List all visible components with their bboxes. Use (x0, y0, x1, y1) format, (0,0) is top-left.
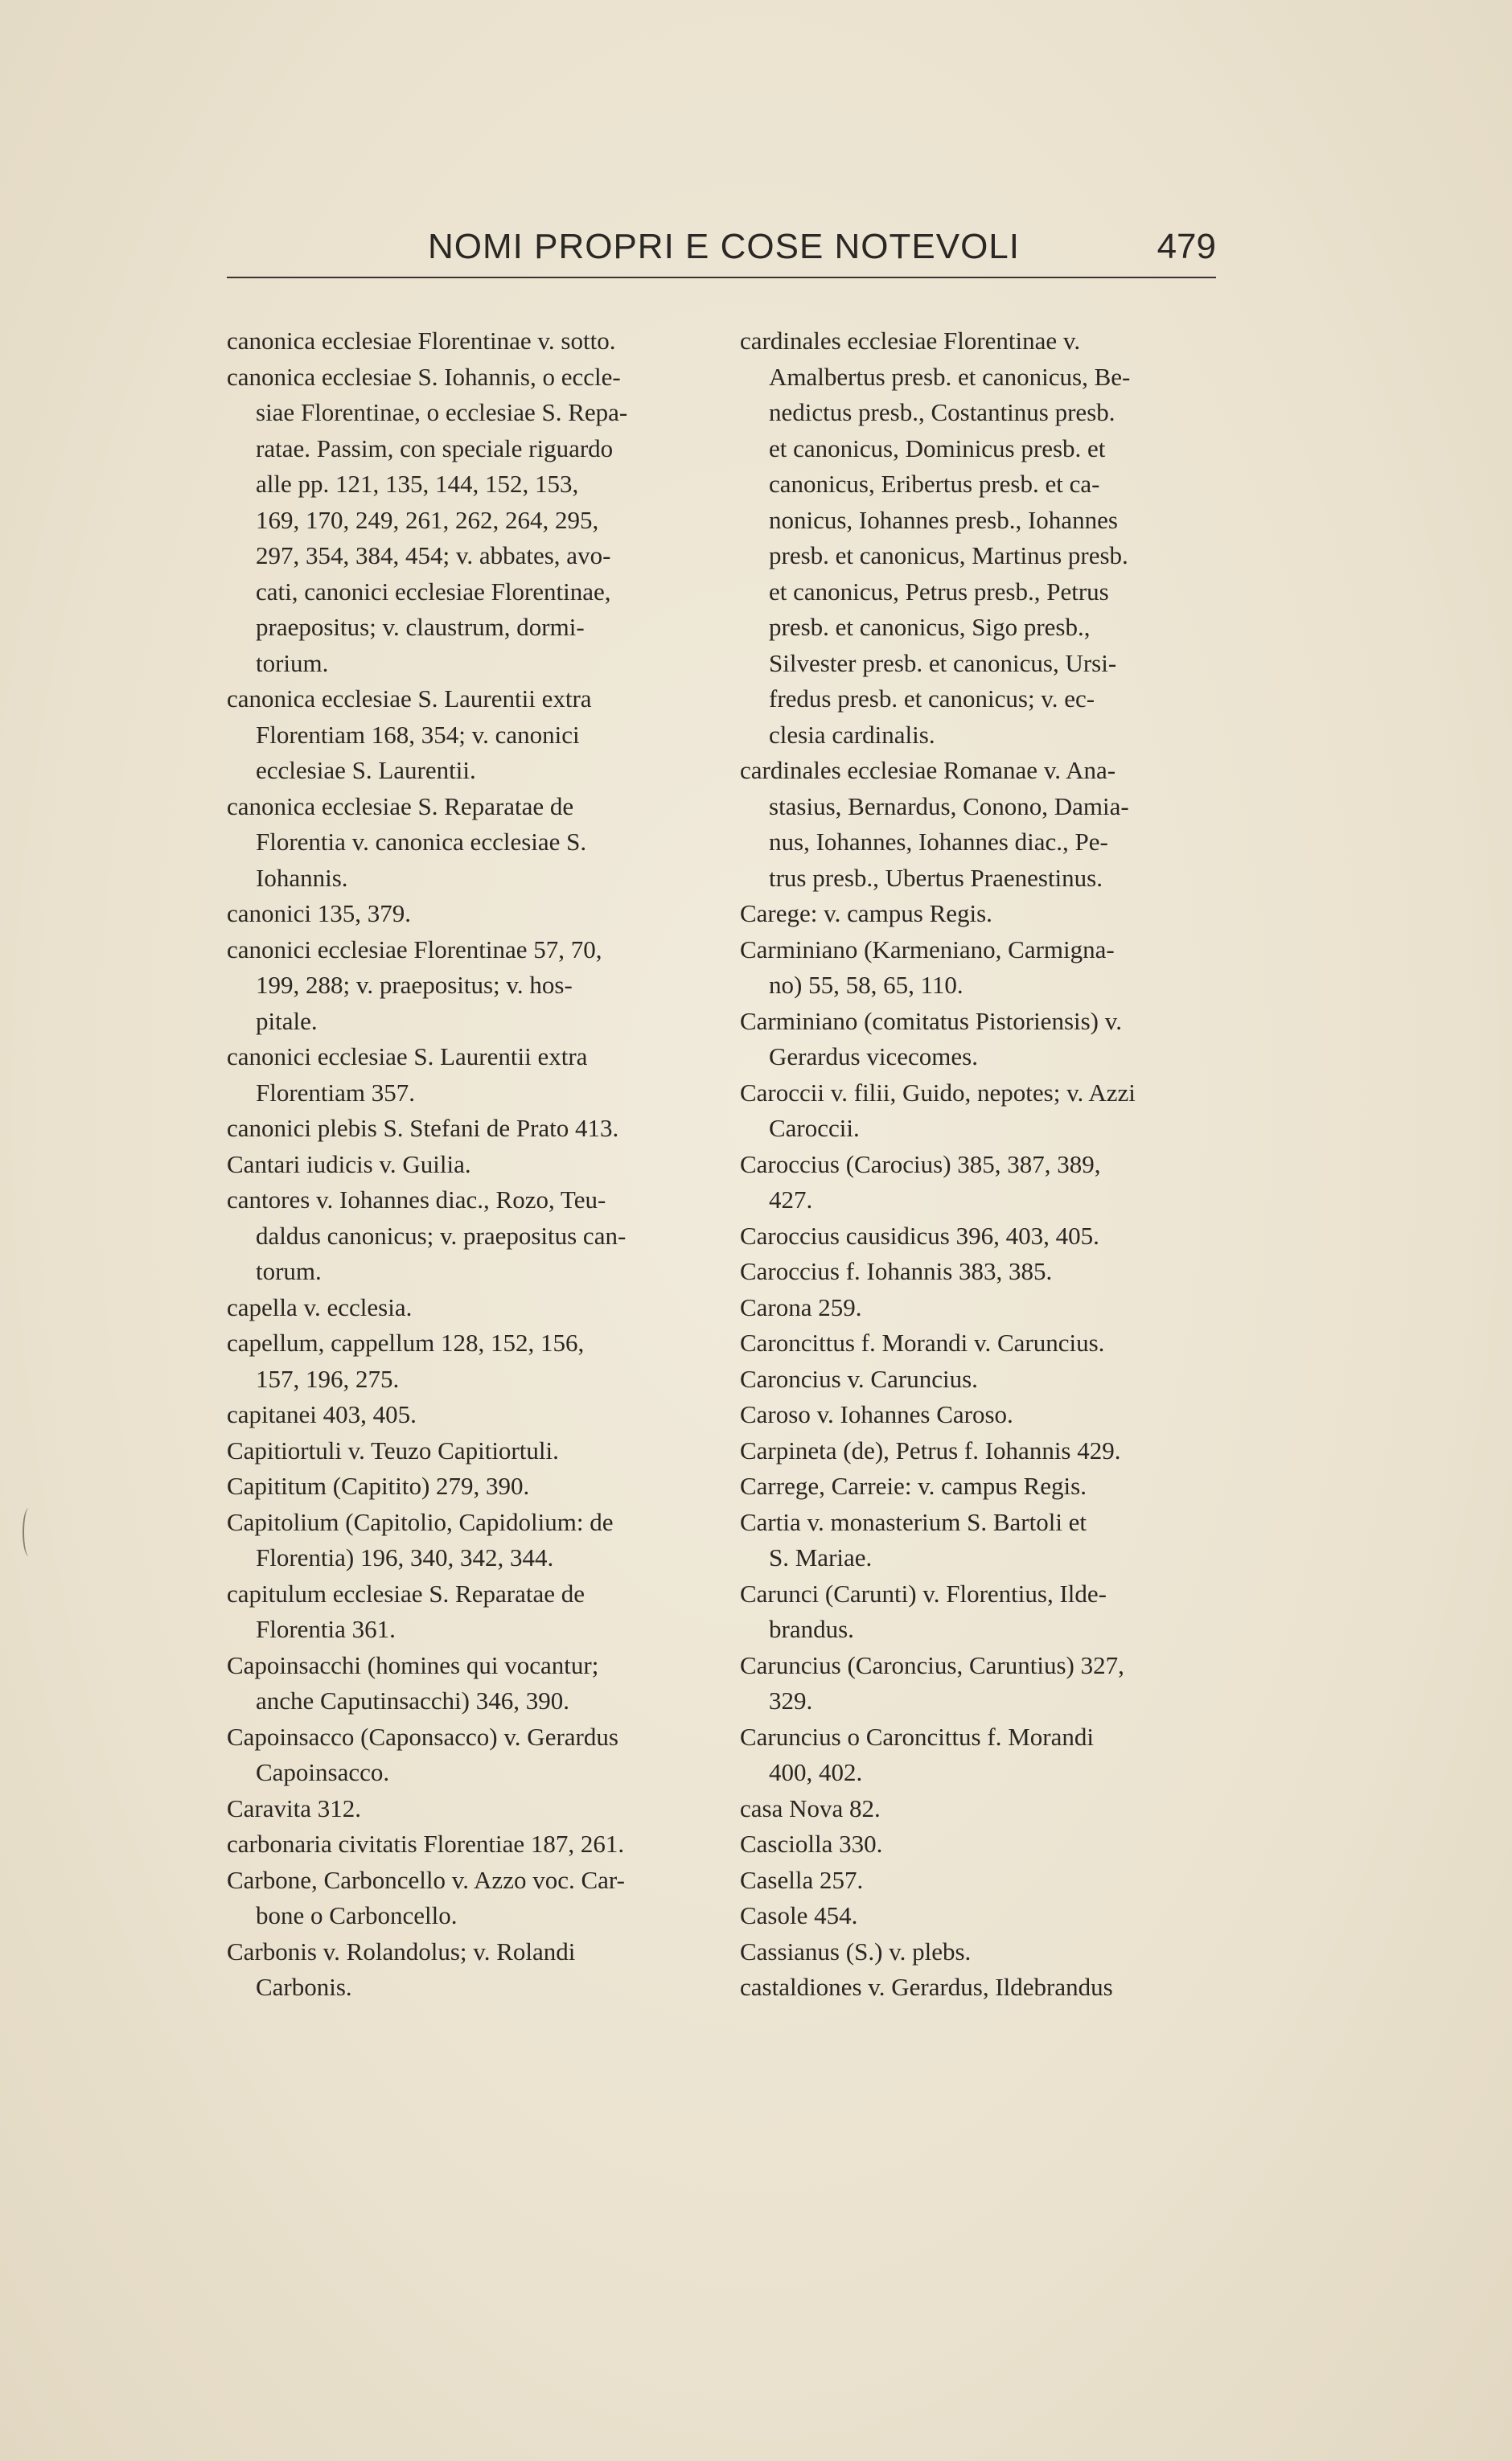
entry-headword-line: canonica ecclesiae S. Laurentii extra (227, 684, 592, 713)
entry-headword-line: canonica ecclesiae Florentinae v. sotto. (227, 327, 616, 355)
index-entry (740, 1075, 1226, 1147)
index-entry (227, 1826, 713, 1863)
entry-headword-line: Caruncius o Caroncittus f. Morandi (740, 1722, 1094, 1751)
index-entry (740, 932, 1226, 1004)
index-entry (227, 1791, 713, 1827)
entry-headword-line: Capoinsacco (Caponsacco) v. Gerardus (227, 1722, 618, 1751)
entry-continuation-line: Capoinsacco. (256, 1758, 390, 1786)
entry-continuation-line: brandus. (769, 1615, 854, 1643)
index-entry (227, 1863, 713, 1934)
index-entry (227, 1505, 713, 1576)
entry-continuation-line: 297, 354, 384, 454; v. abbates, avo- (256, 541, 611, 569)
entry-headword-line: canonici 135, 379. (227, 899, 412, 927)
index-entry (227, 1182, 713, 1290)
entry-headword-line: Cartia v. monasterium S. Bartoli et (740, 1507, 1087, 1536)
entry-continuation-line: Florentiam 168, 354; v. canonici (256, 720, 580, 749)
entry-continuation-line: ratae. Passim, con speciale riguardo (256, 433, 614, 462)
header-rule (227, 277, 1216, 278)
entry-continuation-line: nonicus, Iohannes presb., Iohannes (769, 505, 1118, 534)
index-entry (227, 1039, 713, 1111)
index-entry (227, 359, 713, 682)
entry-continuation-line: cati, canonici ecclesiae Florentinae, (256, 577, 611, 606)
entry-headword-line: Caravita 312. (227, 1793, 362, 1822)
entry-headword-line: Casole 454. (740, 1901, 858, 1929)
index-entry (740, 1218, 1226, 1255)
entry-continuation-line: Florentiam 357. (256, 1078, 416, 1107)
entry-continuation-line: praepositus; v. claustrum, dormi- (256, 613, 585, 641)
entry-headword-line: castaldiones v. Gerardus, Ildebrandus (740, 1973, 1113, 2001)
entry-headword-line: Carege: v. campus Regis. (740, 899, 992, 927)
entry-headword-line: cardinales ecclesiae Florentinae v. (740, 327, 1081, 355)
index-entry (740, 1826, 1226, 1863)
entry-headword-line: Carbone, Carboncello v. Azzo voc. Car- (227, 1865, 625, 1894)
entry-headword-line: Caroccius (Carocius) 385, 387, 389, (740, 1149, 1101, 1178)
entry-continuation-line: et canonicus, Dominicus presb. et (769, 433, 1106, 462)
index-entry (740, 1791, 1226, 1827)
index-entry (227, 1934, 713, 2006)
header-title: NOMI PROPRI E COSE NOTEVOLI (428, 227, 1021, 266)
entry-headword-line: Carbonis v. Rolandolus; v. Rolandi (227, 1937, 576, 1966)
entry-continuation-line: 157, 196, 275. (256, 1364, 400, 1393)
entry-headword-line: canonici ecclesiae Florentinae 57, 70, (227, 935, 602, 963)
index-entry (227, 789, 713, 897)
entry-headword-line: Caroncittus f. Morandi v. Caruncius. (740, 1329, 1105, 1357)
entry-continuation-line: torium. (256, 648, 329, 677)
entry-headword-line: carbonaria civitatis Florentiae 187, 261. (227, 1830, 625, 1858)
entry-headword-line: Capoinsacchi (homines qui vocantur; (227, 1650, 599, 1679)
index-entry (227, 1290, 713, 1326)
entry-headword-line: Caroso v. Iohannes Caroso. (740, 1400, 1013, 1428)
index-entry (227, 1719, 713, 1791)
entry-continuation-line: fredus presb. et canonicus; v. ec- (769, 684, 1095, 713)
index-entry (740, 1505, 1226, 1576)
entry-headword-line: Caroncius v. Caruncius. (740, 1364, 978, 1393)
entry-continuation-line: Amalbertus presb. et canonicus, Be- (769, 362, 1131, 391)
index-entry (740, 1648, 1226, 1719)
index-entry (740, 1934, 1226, 1970)
entry-continuation-line: clesia cardinalis. (769, 720, 935, 749)
entry-continuation-line: Iohannis. (256, 863, 348, 892)
entry-headword-line: casa Nova 82. (740, 1793, 881, 1822)
entry-headword-line: Capitiortuli v. Teuzo Capitiortuli. (227, 1436, 559, 1465)
entry-continuation-line: pitale. (256, 1006, 318, 1035)
entry-headword-line: cantores v. Iohannes diac., Rozo, Teu- (227, 1185, 606, 1214)
entry-headword-line: canonici plebis S. Stefani de Prato 413. (227, 1114, 619, 1142)
index-column-right (740, 323, 1226, 2006)
index-entry (740, 896, 1226, 932)
index-entry (740, 1898, 1226, 1934)
index-entry (740, 1362, 1226, 1398)
index-entry (227, 1469, 713, 1505)
index-entry (740, 1254, 1226, 1290)
entry-continuation-line: presb. et canonicus, Martinus presb. (769, 541, 1128, 569)
entry-headword-line: canonica ecclesiae S. Iohannis, o eccle- (227, 362, 621, 391)
index-entry (740, 1397, 1226, 1433)
entry-headword-line: Cantari iudicis v. Guilia. (227, 1149, 471, 1178)
index-entry (740, 323, 1226, 753)
index-entry (227, 1397, 713, 1433)
margin-mark (23, 1508, 35, 1556)
entry-headword-line: Carminiano (Karmeniano, Carmigna- (740, 935, 1115, 963)
entry-headword-line: Caroccius f. Iohannis 383, 385. (740, 1257, 1053, 1285)
entry-continuation-line: Caroccii. (769, 1114, 860, 1142)
entry-continuation-line: 427. (769, 1185, 813, 1214)
entry-continuation-line: daldus canonicus; v. praepositus can- (256, 1221, 627, 1250)
entry-headword-line: Caroccii v. filii, Guido, nepotes; v. Azzi (740, 1078, 1136, 1107)
entry-continuation-line: ecclesiae S. Laurentii. (256, 756, 476, 784)
index-entry (740, 1004, 1226, 1075)
entry-continuation-line: Carbonis. (256, 1973, 352, 2001)
index-entry (740, 1433, 1226, 1469)
page-number: 479 (1157, 227, 1216, 266)
entry-continuation-line: alle pp. 121, 135, 144, 152, 153, (256, 470, 579, 498)
index-entry (227, 681, 713, 789)
entry-headword-line: capellum, cappellum 128, 152, 156, (227, 1329, 585, 1357)
entry-headword-line: capella v. ecclesia. (227, 1292, 413, 1321)
entry-headword-line: Caruncius (Caroncius, Caruntius) 327, (740, 1650, 1124, 1679)
entry-headword-line: cardinales ecclesiae Romanae v. Ana- (740, 756, 1116, 784)
entry-headword-line: Carpineta (de), Petrus f. Iohannis 429. (740, 1436, 1121, 1465)
entry-headword-line: Caroccius causidicus 396, 403, 405. (740, 1221, 1099, 1250)
index-entry (227, 896, 713, 932)
entry-continuation-line: torum. (256, 1257, 322, 1285)
index-entry (740, 1970, 1226, 2006)
entry-continuation-line: Gerardus vicecomes. (769, 1042, 978, 1070)
entry-continuation-line: 329. (769, 1687, 813, 1715)
running-header (227, 224, 1216, 275)
entry-headword-line: canonici ecclesiae S. Laurentii extra (227, 1042, 588, 1070)
entry-continuation-line: presb. et canonicus, Sigo presb., (769, 613, 1091, 641)
entry-continuation-line: nus, Iohannes, Iohannes diac., Pe- (769, 828, 1108, 856)
entry-continuation-line: siae Florentinae, o ecclesiae S. Repa- (256, 398, 628, 426)
entry-continuation-line: Florentia) 196, 340, 342, 344. (256, 1543, 554, 1572)
index-entry (227, 1147, 713, 1183)
entry-headword-line: Casella 257. (740, 1865, 864, 1894)
entry-headword-line: Carrege, Carreie: v. campus Regis. (740, 1472, 1087, 1500)
entry-headword-line: Carona 259. (740, 1292, 862, 1321)
index-entry (227, 1325, 713, 1397)
entry-continuation-line: Florentia v. canonica ecclesiae S. (256, 828, 587, 856)
entry-continuation-line: 400, 402. (769, 1758, 863, 1786)
index-entry (227, 1648, 713, 1719)
entry-headword-line: Capititum (Capitito) 279, 390. (227, 1472, 530, 1500)
entry-headword-line: Capitolium (Capitolio, Capidolium: de (227, 1507, 614, 1536)
index-entry (227, 1576, 713, 1648)
index-entry (740, 1469, 1226, 1505)
index-entry (740, 1719, 1226, 1791)
entry-continuation-line: no) 55, 58, 65, 110. (769, 971, 963, 999)
entry-headword-line: Casciolla 330. (740, 1830, 883, 1858)
index-entry (227, 323, 713, 359)
entry-continuation-line: stasius, Bernardus, Conono, Damia- (769, 791, 1129, 820)
index-entry (227, 932, 713, 1040)
index-entry (740, 1576, 1226, 1648)
entry-continuation-line: bone o Carboncello. (256, 1901, 458, 1929)
index-entry (740, 1147, 1226, 1218)
index-entry (740, 1863, 1226, 1899)
entry-continuation-line: trus presb., Ubertus Praenestinus. (769, 863, 1103, 892)
entry-continuation-line: S. Mariae. (769, 1543, 873, 1572)
index-column-left (227, 323, 713, 2006)
index-entry (740, 1325, 1226, 1362)
entry-continuation-line: anche Caputinsacchi) 346, 390. (256, 1687, 569, 1715)
entry-continuation-line: 199, 288; v. praepositus; v. hos- (256, 971, 573, 999)
index-entry (740, 753, 1226, 896)
entry-continuation-line: et canonicus, Petrus presb., Petrus (769, 577, 1109, 606)
entry-headword-line: capitulum ecclesiae S. Reparatae de (227, 1579, 585, 1608)
entry-headword-line: Carminiano (comitatus Pistoriensis) v. (740, 1006, 1122, 1035)
entry-continuation-line: canonicus, Eribertus presb. et ca- (769, 470, 1100, 498)
entry-headword-line: canonica ecclesiae S. Reparatae de (227, 791, 574, 820)
index-entry (740, 1290, 1226, 1326)
index-entry (227, 1433, 713, 1469)
entry-headword-line: Cassianus (S.) v. plebs. (740, 1937, 972, 1966)
index-entry (227, 1111, 713, 1147)
entry-continuation-line: 169, 170, 249, 261, 262, 264, 295, (256, 505, 599, 534)
entry-continuation-line: nedictus presb., Costantinus presb. (769, 398, 1116, 426)
entry-headword-line: capitanei 403, 405. (227, 1400, 417, 1428)
entry-continuation-line: Silvester presb. et canonicus, Ursi- (769, 648, 1117, 677)
entry-headword-line: Carunci (Carunti) v. Florentius, Ilde- (740, 1579, 1107, 1608)
entry-continuation-line: Florentia 361. (256, 1615, 396, 1643)
